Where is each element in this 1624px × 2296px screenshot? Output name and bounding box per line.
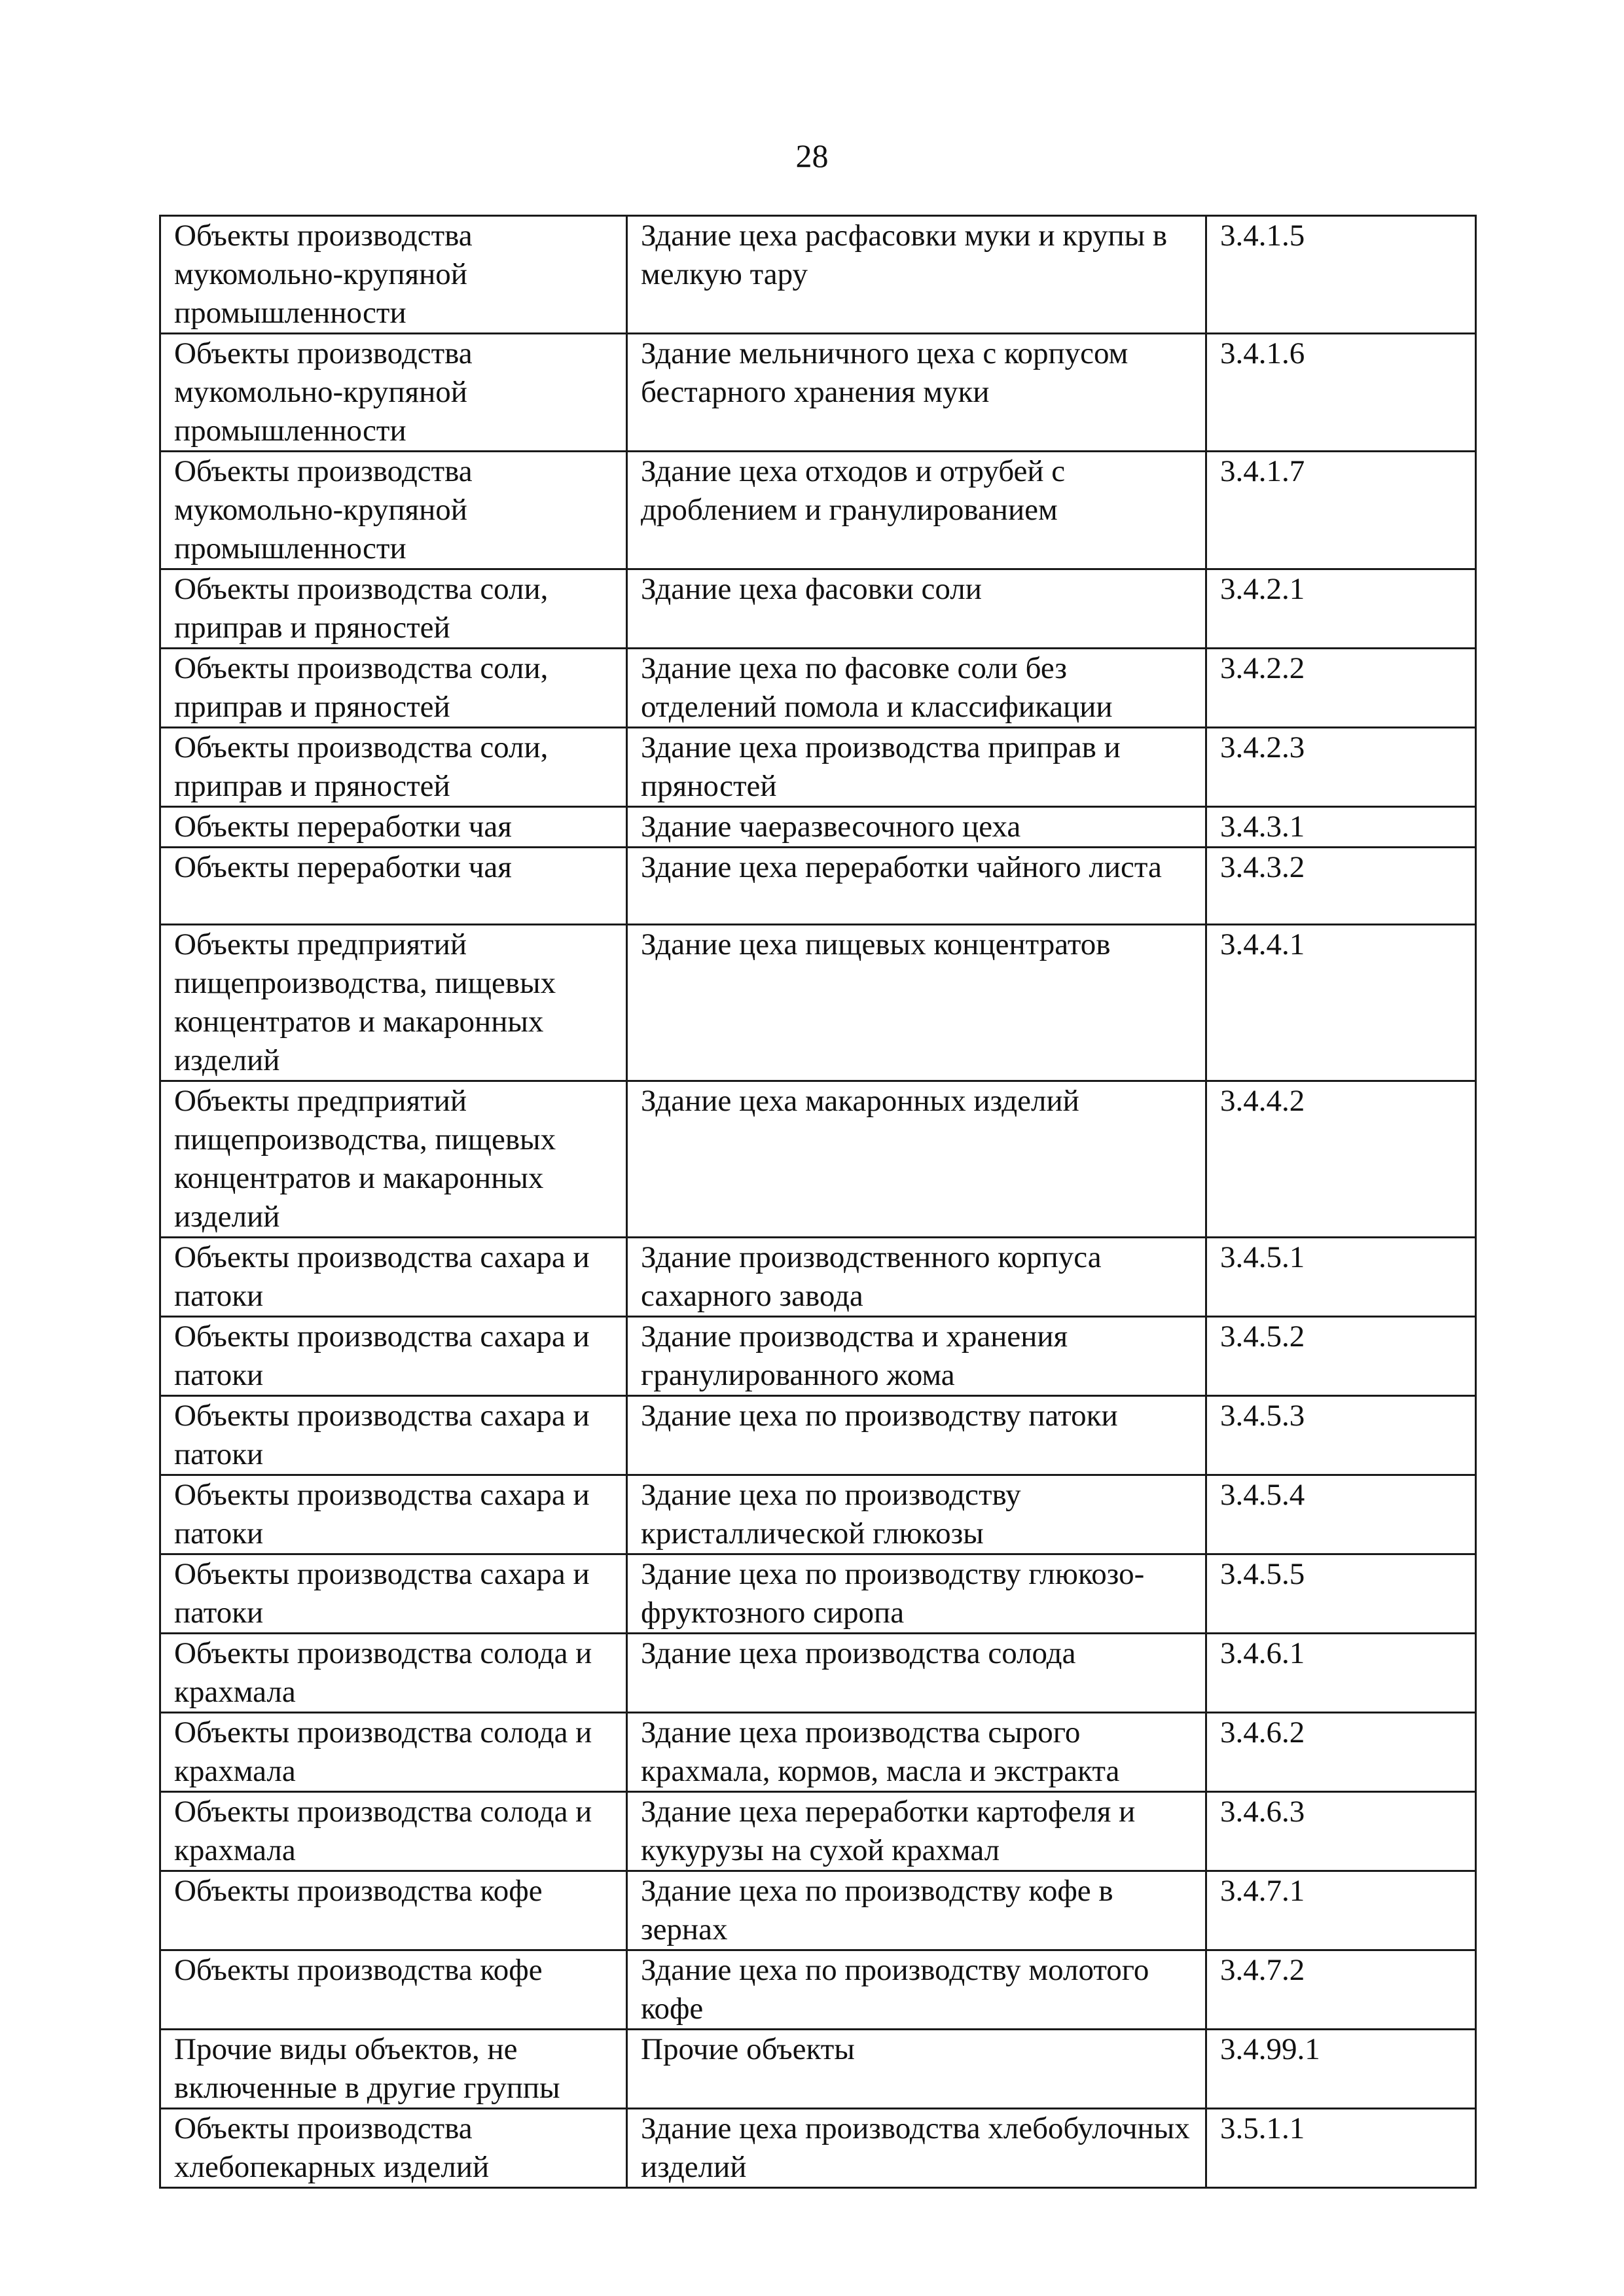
table-row [160, 569, 1476, 649]
code-cell: 3.4.3.1 [1206, 807, 1476, 848]
building-cell: Здание цеха пищевых концентратов [627, 925, 1206, 1081]
table-row [160, 1396, 1476, 1475]
table-row [160, 1475, 1476, 1554]
building-cell: Здание чаеразвесочного цеха [627, 807, 1206, 848]
table-row [160, 807, 1476, 848]
object-type-cell: Объекты производства сахара и патоки [160, 1554, 627, 1634]
code-cell: 3.4.2.2 [1206, 649, 1476, 728]
table-row [160, 1554, 1476, 1634]
table-row [160, 2109, 1476, 2188]
building-cell: Прочие объекты [627, 2030, 1206, 2109]
building-cell: Здание цеха производства приправ и пряностей [627, 728, 1206, 807]
object-type-cell: Объекты переработки чая [160, 848, 627, 925]
object-type-cell: Объекты производства сахара и патоки [160, 1475, 627, 1554]
building-cell: Здание цеха переработки чайного листа [627, 848, 1206, 925]
building-cell: Здание цеха производства сырого крахмала, кормов, масла и экстракта [627, 1713, 1206, 1792]
code-cell: 3.4.5.3 [1206, 1396, 1476, 1475]
building-cell: Здание цеха расфасовки муки и крупы в мелкую тару [627, 216, 1206, 334]
object-type-cell: Объекты производства соли, приправ и пряностей [160, 728, 627, 807]
building-cell: Здание цеха переработки картофеля и кукурузы на сухой крахмал [627, 1792, 1206, 1871]
object-type-cell: Объекты производства кофе [160, 1871, 627, 1950]
page-number: 28 [795, 137, 829, 174]
code-cell: 3.4.7.1 [1206, 1871, 1476, 1950]
object-type-cell: Объекты производства сахара и патоки [160, 1396, 627, 1475]
building-cell: Здание цеха производства хлебобулочных изделий [627, 2109, 1206, 2188]
object-type-cell: Объекты производства соли, приправ и пряностей [160, 569, 627, 649]
building-cell: Здание цеха по производству патоки [627, 1396, 1206, 1475]
building-cell: Здание цеха производства солода [627, 1634, 1206, 1713]
object-type-cell: Объекты предприятий пищепроизводства, пищевых концентратов и макаронных изделий [160, 925, 627, 1081]
code-cell: 3.4.1.6 [1206, 334, 1476, 452]
table-row [160, 1950, 1476, 2030]
code-cell: 3.4.5.2 [1206, 1317, 1476, 1396]
code-cell: 3.4.5.1 [1206, 1238, 1476, 1317]
building-cell: Здание цеха по производству кристаллической глюкозы [627, 1475, 1206, 1554]
building-cell: Здание мельничного цеха с корпусом бестарного хранения муки [627, 334, 1206, 452]
table-row [160, 1792, 1476, 1871]
building-cell: Здание производственного корпуса сахарного завода [627, 1238, 1206, 1317]
table-row [160, 1081, 1476, 1238]
table-row [160, 1238, 1476, 1317]
building-cell: Здание цеха по производству молотого кофе [627, 1950, 1206, 2030]
building-cell: Здание цеха по производству кофе в зернах [627, 1871, 1206, 1950]
object-type-cell: Прочие виды объектов, не включенные в другие группы [160, 2030, 627, 2109]
code-cell: 3.4.6.3 [1206, 1792, 1476, 1871]
table-row [160, 1871, 1476, 1950]
building-cell: Здание цеха по фасовке соли без отделений помола и классификации [627, 649, 1206, 728]
building-cell: Здание цеха по производству глюкозо-фруктозного сиропа [627, 1554, 1206, 1634]
table-row [160, 848, 1476, 925]
code-cell: 3.4.7.2 [1206, 1950, 1476, 2030]
classification-table [159, 215, 1477, 2189]
object-type-cell: Объекты производства хлебопекарных изделий [160, 2109, 627, 2188]
building-cell: Здание цеха макаронных изделий [627, 1081, 1206, 1238]
table-row [160, 649, 1476, 728]
object-type-cell: Объекты производства мукомольно-крупяной промышленности [160, 334, 627, 452]
table-row [160, 334, 1476, 452]
object-type-cell: Объекты производства соли, приправ и пряностей [160, 649, 627, 728]
object-type-cell: Объекты производства мукомольно-крупяной промышленности [160, 216, 627, 334]
table-row [160, 216, 1476, 334]
table-row [160, 2030, 1476, 2109]
code-cell: 3.4.3.2 [1206, 848, 1476, 925]
table-row [160, 1634, 1476, 1713]
object-type-cell: Объекты производства кофе [160, 1950, 627, 2030]
code-cell: 3.4.99.1 [1206, 2030, 1476, 2109]
building-cell: Здание производства и хранения гранулированного жома [627, 1317, 1206, 1396]
object-type-cell: Объекты переработки чая [160, 807, 627, 848]
code-cell: 3.4.2.1 [1206, 569, 1476, 649]
code-cell: 3.4.5.5 [1206, 1554, 1476, 1634]
code-cell: 3.4.5.4 [1206, 1475, 1476, 1554]
table-row [160, 728, 1476, 807]
code-cell: 3.4.1.7 [1206, 452, 1476, 569]
table-row [160, 1317, 1476, 1396]
table-row [160, 1713, 1476, 1792]
object-type-cell: Объекты предприятий пищепроизводства, пищевых концентратов и макаронных изделий [160, 1081, 627, 1238]
table-row [160, 452, 1476, 569]
building-cell: Здание цеха отходов и отрубей с дроблением и гранулированием [627, 452, 1206, 569]
object-type-cell: Объекты производства солода и крахмала [160, 1713, 627, 1792]
code-cell: 3.4.4.2 [1206, 1081, 1476, 1238]
code-cell: 3.5.1.1 [1206, 2109, 1476, 2188]
code-cell: 3.4.6.1 [1206, 1634, 1476, 1713]
code-cell: 3.4.6.2 [1206, 1713, 1476, 1792]
code-cell: 3.4.1.5 [1206, 216, 1476, 334]
object-type-cell: Объекты производства сахара и патоки [160, 1317, 627, 1396]
building-cell: Здание цеха фасовки соли [627, 569, 1206, 649]
object-type-cell: Объекты производства мукомольно-крупяной промышленности [160, 452, 627, 569]
code-cell: 3.4.4.1 [1206, 925, 1476, 1081]
object-type-cell: Объекты производства солода и крахмала [160, 1634, 627, 1713]
object-type-cell: Объекты производства сахара и патоки [160, 1238, 627, 1317]
table-row [160, 925, 1476, 1081]
code-cell: 3.4.2.3 [1206, 728, 1476, 807]
object-type-cell: Объекты производства солода и крахмала [160, 1792, 627, 1871]
